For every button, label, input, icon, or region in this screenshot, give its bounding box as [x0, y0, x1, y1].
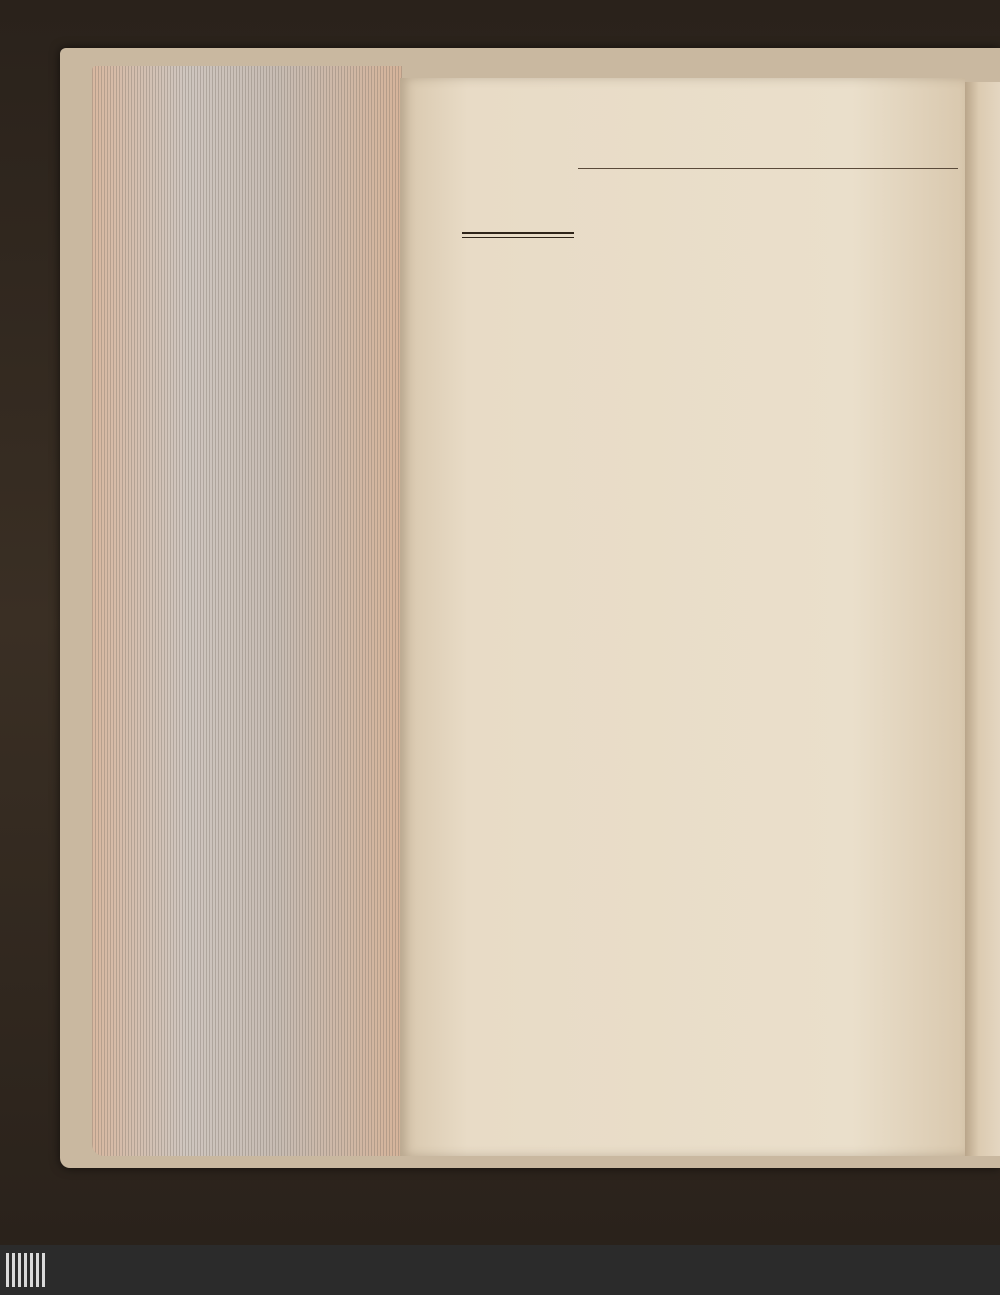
- header-rule: [578, 168, 958, 169]
- margin-rule-1: [462, 232, 574, 234]
- footer-bar: [0, 1245, 1000, 1295]
- margin-rule-2: [462, 237, 574, 238]
- page-edges: [92, 66, 402, 1156]
- book-page: [400, 78, 965, 1156]
- running-head: [578, 130, 962, 160]
- library-logo-icon: [6, 1253, 46, 1287]
- facing-page-strip: [965, 82, 1000, 1156]
